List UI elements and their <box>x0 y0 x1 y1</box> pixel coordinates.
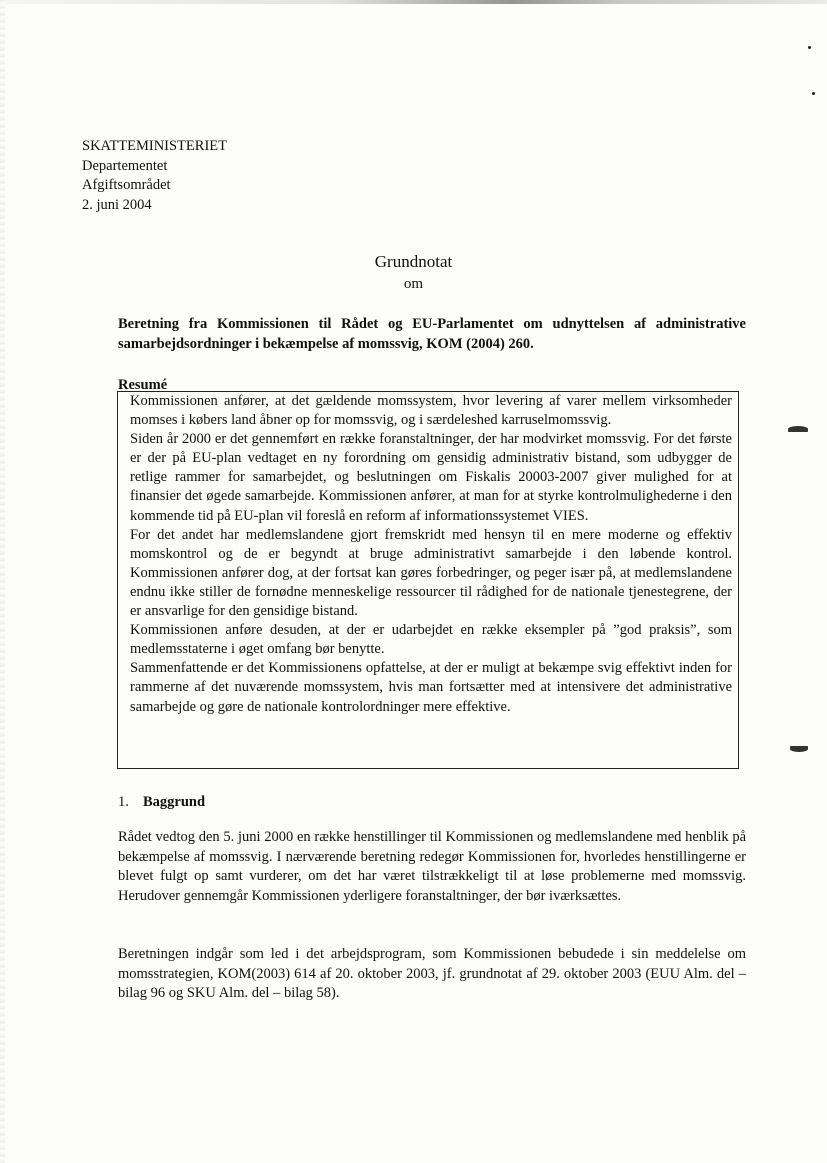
department-name: Departementet <box>82 157 168 174</box>
body-paragraph: Rådet vedtog den 5. juni 2000 en række henstillinger til Kommissionen og medlemslandene med henblik på bekæmpelse af momssvig. I nærværende beretning redegør Kommissionen for, hvorledes henstillingerne er blevet fulgt op samt vurderer, om det har været tilstrækkeligt til at løse problemerne med momssvig. Herudover gennemgår Kommissionen yderligere foranstaltninger, der bør iværksættes. <box>118 829 746 904</box>
resume-heading: Resumé <box>118 377 168 393</box>
scan-blot <box>788 426 808 432</box>
scan-speck <box>808 46 811 49</box>
section-number: 1. <box>118 794 129 810</box>
document-title <box>0 251 827 295</box>
resume-paragraph: For det andet har medlemslandene gjort fremskridt med hensyn til en mere moderne og effektiv momskontrol og de er begyndt at bruge administrativt samarbejde i den løbende kontrol. Kommissionen anfører dog, at der fortsat kan gøres forbedringer, og peger især på, at medlemslandene endnu ikke stiller de fornødne menneskelige ressourcer til rådighed for de nationale tjenestegrene, der er ansvarlige for den gensidige bistand. <box>130 526 732 620</box>
body-paragraph: Beretningen indgår som led i det arbejdsprogram, som Kommissionen bebudede i sin meddelelse om momsstrategien, KOM(2003) 614 af 20. oktober 2003, jf. grundnotat af 29. oktober 2003 (EUU Alm. del – bilag 96 og SKU Alm. del – bilag 58). <box>118 946 746 1001</box>
resume-box <box>117 391 739 769</box>
scan-edge-left <box>0 0 5 1163</box>
resume-paragraph: Kommissionen anfører, at det gældende momssystem, hvor levering af varer mellem virksomheder momses i købers land åbner op for momssvig, og i særdeleshed karruselmomssvig. <box>130 393 732 429</box>
letterhead <box>82 137 227 215</box>
title-main: Grundnotat <box>374 252 453 271</box>
section-title: Baggrund <box>143 794 206 810</box>
title-sub: om <box>403 276 424 292</box>
document-date: 2. juni 2004 <box>82 196 152 213</box>
document-subject: Beretning fra Kommissionen til Rådet og EU-Parlamentet om udnyttelsen af administrative samarbejdsordninger i bekæmpelse af momssvig, KOM (2004) 260. <box>118 316 746 352</box>
resume-paragraph: Sammenfattende er det Kommissionens opfattelse, at der er muligt at bekæmpe svig effektivt inden for rammerne af det nuværende momssystem, hvis man fortsætter med at intensivere det administrative samarbejde og gøre de nationale kontrolordninger mere effektive. <box>130 660 732 715</box>
resume-paragraph: Siden år 2000 er det gennemført en række foranstaltninger, der har modvirket momssvig. For det første er der på EU-plan vedtaget en ny forordning om gensidig administrativ bistand, som udbygger de retlige rammer for samarbejdet, og beslutningen om Fiskalis 20003-2007 giver mulighed for at finansier det øgede samarbejde. Kommissionen anfører, at man for at styrke kontrolmulighederne i den kommende tid på EU-plan vil foreslå en reform af informationssystemet VIES. <box>130 431 732 524</box>
scan-blot <box>790 746 808 752</box>
scan-speck <box>812 92 815 95</box>
scan-edge-top <box>0 0 827 4</box>
area-name: Afgiftsområdet <box>82 177 171 193</box>
ministry-name: SKATTEMINISTERIET <box>82 138 227 154</box>
resume-paragraph: Kommissionen anføre desuden, at der er udarbejdet en række eksempler på ”god praksis”, som medlemsstaterne i øget omfang bør benytte. <box>130 622 732 658</box>
section-heading <box>118 793 205 812</box>
